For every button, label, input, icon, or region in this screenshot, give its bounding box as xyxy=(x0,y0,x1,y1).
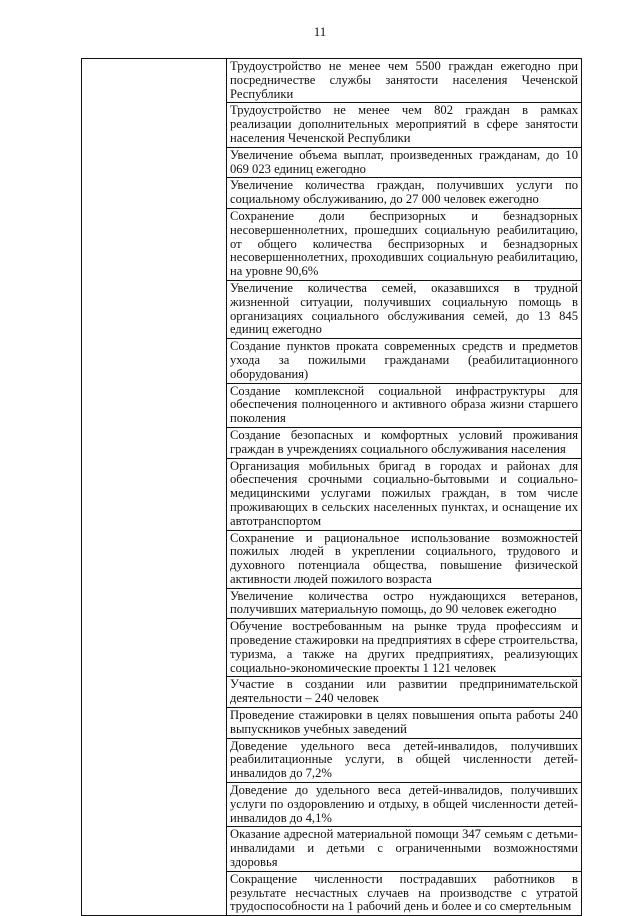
cell-text: Оказание адресной материальной помощи 347 семьям с детьми-инвалидами и детьми с ограниченными возможностями здоровья xyxy=(230,827,578,870)
cell-text: Сохранение и рациональное использование возможностей пожилых людей в укреплении социального, трудового и духовного потенциала общества, повышение физической активности людей пожилого возраста xyxy=(230,530,578,586)
cell-text: Доведение удельного веса детей-инвалидов, получивших реабилитационные услуги, в общей численности детей-инвалидов до 7,2% xyxy=(230,738,578,781)
table-cell xyxy=(227,588,582,619)
cell-text: Доведение до удельного веса детей-инвалидов, получивших услуги по оздоровлению и отдыху, в общей численности детей-инвалидов до 4,1% xyxy=(230,783,578,825)
cell-text: Сокращение численности пострадавших работников в результате несчастных случаев на производстве с утратой трудоспособности на 1 рабочий день и более и со смертельным xyxy=(230,871,578,914)
table-cell xyxy=(227,738,582,782)
table-cell xyxy=(227,458,582,530)
table-cell xyxy=(227,280,582,338)
cell-text: Создание безопасных и комфортных условий проживания граждан в учреждениях социального обслуживания населения xyxy=(230,427,578,456)
cell-text: Увеличение количества остро нуждающихся ветеранов, получивших материальную помощь, до 90 человек ежегодно xyxy=(230,588,578,617)
cell-text: Трудоустройство не менее чем 802 граждан в рамках реализации дополнительных мероприятий в сфере занятости населения Чеченской Республики xyxy=(230,103,578,145)
cell-text: Увеличение объема выплат, произведенных гражданам, до 10 069 023 единиц ежегодно xyxy=(230,147,578,176)
table-cell xyxy=(227,827,582,871)
cell-text: Сохранение доли беспризорных и безнадзорных несовершеннолетних, прошедших социальную реабилитацию, от общего количества беспризорных и безнадзорных несовершеннолетних, проходивших социальную реабилитацию, на уровне 90,6% xyxy=(230,208,578,279)
table-cell xyxy=(227,178,582,209)
cell-text: Создание комплексной социальной инфраструктуры для обеспечения полноценного и активного образа жизни старшего поколения xyxy=(230,383,578,426)
cell-text: Участие в создании или развитии предпринимательской деятельности – 240 человек xyxy=(230,677,578,706)
page-number: 11 xyxy=(313,24,327,39)
cell-text: Обучение востребованным на рынке труда профессиям и проведение стажировки на предприятиях в сфере строительства, туризма, а также на других предприятиях, реализующих социально-экономические проекты 1 121 человек xyxy=(230,619,579,675)
table-cell xyxy=(227,383,582,427)
cell-text: Создание пунктов проката современных средств и предметов ухода за пожилыми гражданами (реабилитационного оборудования) xyxy=(230,339,578,381)
table-cell xyxy=(227,871,582,915)
cell-text: Увеличение количества граждан, получивших услуги по социальному обслуживанию, до 27 000 человек ежегодно xyxy=(230,178,578,207)
results-table xyxy=(81,58,582,916)
table-cell xyxy=(227,530,582,588)
cell-text: Трудоустройство не менее чем 5500 граждан ежегодно при посредничестве службы занятости населения Чеченской Республики xyxy=(230,59,578,101)
cell-text: Организация мобильных бригад в городах и районах для обеспечения срочными социально-бытовыми и социально-медицинскими услугами пожилых граждан, в том числе проживающих в сельских населенных пунктах, и оснащение их автотранспортом xyxy=(230,458,578,528)
table-cell xyxy=(227,783,582,827)
table-cell xyxy=(227,103,582,147)
table-cell xyxy=(227,147,582,178)
cell-text: Увеличение количества семей, оказавшихся в трудной жизненной ситуации, получивших социальную помощь в организациях социального обслуживания семей, до 13 845 единиц ежегодно xyxy=(230,280,578,337)
empty-left-column-cell xyxy=(82,59,227,916)
table-cell xyxy=(227,427,582,458)
table-cell xyxy=(227,619,582,677)
cell-text: Проведение стажировки в целях повышения опыта работы 240 выпускников учебных заведений xyxy=(230,708,578,736)
table-cell xyxy=(227,339,582,383)
table-cell xyxy=(227,708,582,739)
table-cell xyxy=(227,59,582,103)
table-row xyxy=(82,59,582,103)
table-cell xyxy=(227,208,582,280)
table-cell xyxy=(227,677,582,708)
